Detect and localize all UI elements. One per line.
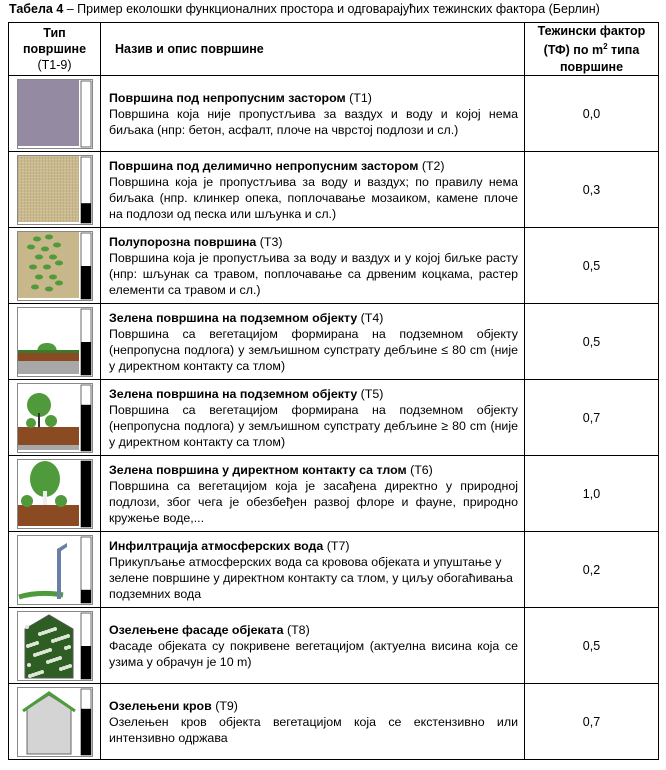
impermeable-surface-icon (17, 79, 93, 149)
surface-type-cell (9, 380, 101, 456)
description-cell (101, 456, 525, 532)
surface-description: Озелењен кров објекта вегетацијом која се екстензивно или интензивно одржава (109, 714, 518, 745)
description-cell (101, 228, 525, 304)
factor-bar-track (81, 81, 91, 147)
description-cell (101, 532, 525, 608)
partially-impermeable-surface-icon (17, 155, 93, 225)
green-roof-icon (17, 687, 93, 757)
weighting-factor-table (8, 22, 659, 760)
weighting-factor-value: 0,5 (525, 304, 659, 380)
factor-bar-fill (81, 461, 91, 527)
factor-bar-fill (81, 646, 91, 679)
factor-bar-fill (81, 342, 91, 375)
surface-description: Површина са вегетацијом формирана на подземном објекту (непропусна подлога) у земљишном супстрату дебљине ≥ 80 cm (није у директном контакту са тлом) (109, 402, 518, 449)
table-row (9, 532, 659, 608)
table-row (9, 152, 659, 228)
table-row (9, 380, 659, 456)
green-roof-underground-deep-icon (17, 383, 93, 453)
surface-type-cell (9, 152, 101, 228)
surface-title: Површина под делимично непропусним застором (T2) (109, 158, 445, 173)
surface-title: Полупорозна површина (T3) (109, 234, 283, 249)
factor-bar-fill (81, 266, 91, 299)
factor-bar-fill (81, 404, 91, 450)
surface-type-cell (9, 304, 101, 380)
table-row (9, 304, 659, 380)
surface-description: Фасаде објеката су покривене вегетацијом (актуелна висина која се узима у обрачун је 10 m) (109, 638, 518, 669)
weighting-factor-value: 0,2 (525, 532, 659, 608)
surface-description: Површина која је пропустљива за воду и ваздух и у којој биљке расту (нпр: шљунак са травом, поплочавање са дрвеним коцкама, растер елементи са травом и сл.) (109, 250, 518, 297)
description-cell (101, 684, 525, 760)
factor-bar-fill (81, 203, 91, 223)
caption-label: Табела 4 (9, 2, 64, 16)
table-row (9, 228, 659, 304)
description-cell (101, 380, 525, 456)
table-caption (9, 2, 600, 16)
surface-illustration (25, 615, 73, 678)
description-cell (101, 152, 525, 228)
weighting-factor-value: 0,5 (525, 228, 659, 304)
surface-title: Површина под непропусним застором (T1) (109, 90, 372, 105)
table-row (9, 608, 659, 684)
surface-illustration (18, 80, 79, 146)
description-cell (101, 304, 525, 380)
rainwater-infiltration-icon (17, 535, 93, 605)
header-name-description: Назив и опис површине (101, 23, 525, 76)
surface-type-cell (9, 76, 101, 152)
table-header-row (9, 23, 659, 76)
surface-title: Зелена површина на подземном објекту (T5) (109, 386, 384, 401)
green-roof-underground-shallow-icon (17, 307, 93, 377)
table-row (9, 456, 659, 532)
table-row (9, 76, 659, 152)
weighting-factor-value: 1,0 (525, 456, 659, 532)
green-ground-contact-icon (17, 459, 93, 529)
surface-description: Прикупљање атмосферских вода са кровова објеката и упуштање у зелене површине у директном контакту са тлом, у циљу обогаћивања подземних вода (109, 554, 513, 601)
surface-type-cell (9, 532, 101, 608)
table-row (9, 684, 659, 760)
weighting-factor-value: 0,5 (525, 608, 659, 684)
header-surface-type: Тип површине (T1-9) (9, 23, 101, 76)
surface-title: Зелена површина у директном контакту са тлом (T6) (109, 462, 433, 477)
surface-title: Озелењени кров (T9) (109, 698, 238, 713)
surface-type-cell (9, 684, 101, 760)
factor-bar-fill (81, 589, 91, 602)
weighting-factor-value: 0,3 (525, 152, 659, 228)
surface-illustration (18, 232, 79, 298)
surface-description: Површина са вегетацијом која је засађена директно у природној подлози, због чега је обезбеђен развој флоре и фауне, природно кружење воде,... (109, 478, 518, 525)
surface-title: Озелењене фасаде објеката (T8) (109, 622, 310, 637)
surface-illustration (18, 156, 79, 222)
header-weighting-factor: Тежински фактор (ТФ) по $m^2$ типа површине (525, 23, 659, 76)
surface-type-cell (9, 456, 101, 532)
surface-description: Површина која је пропустљива за воду и ваздух; по правилу нема биљака (нпр. клинкер опека, поплочавање мозаиком, камене плоче на подлози од песка или шљунка и сл.) (109, 174, 518, 221)
caption-text: – Пример еколошки функционалних простора и одговарајућих тежинских фактора (Берлин) (63, 2, 600, 16)
surface-description: Површина са вегетацијом формирана на подземном објекту (непропусна подлога) у земљишном супстрату дебљине ≤ 80 cm (није у директном контакту са тлом) (109, 326, 518, 373)
description-cell (101, 608, 525, 684)
surface-type-cell (9, 608, 101, 684)
weighting-factor-value: 0,7 (525, 380, 659, 456)
surface-title: Зелена површина на подземном објекту (T4) (109, 310, 384, 325)
weighting-factor-value: 0,0 (525, 76, 659, 152)
weighting-factor-value: 0,7 (525, 684, 659, 760)
green-facade-icon (17, 611, 93, 681)
factor-bar-fill (81, 708, 91, 754)
surface-title: Инфилтрација атмосферских вода (T7) (109, 538, 350, 553)
surface-type-cell (9, 228, 101, 304)
semi-porous-surface-icon (17, 231, 93, 301)
description-cell (101, 76, 525, 152)
surface-description: Површина која није пропустљива за ваздух и воду и којој нема биљака (нпр: бетон, асфалт, плоче на чврстој подлози и сл.) (109, 106, 518, 137)
